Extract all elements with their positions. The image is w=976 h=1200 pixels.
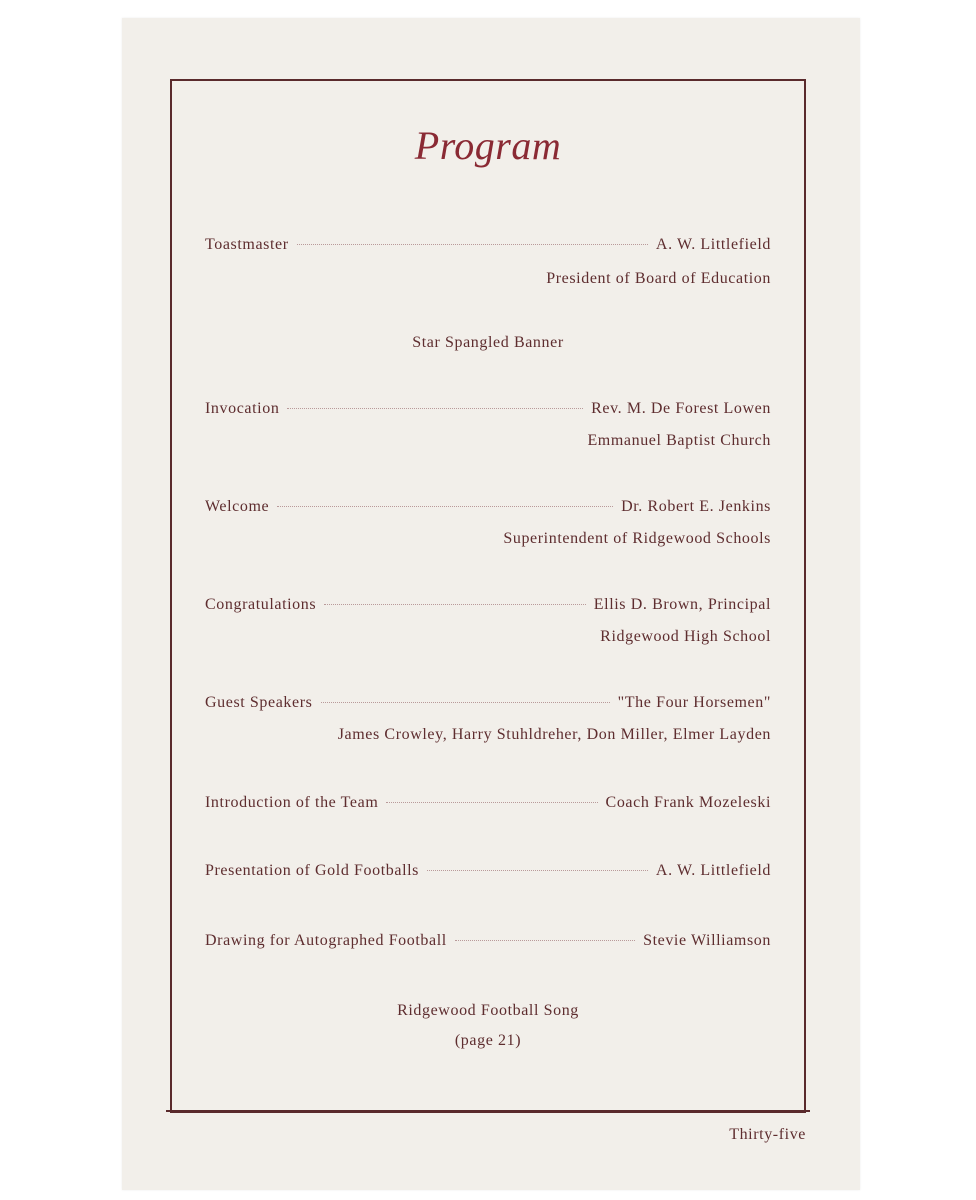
dot-leader [455, 940, 635, 941]
dot-leader [324, 604, 586, 605]
item-value: A. W. Littlefield [655, 862, 771, 879]
item-subtitle: President of Board of Education [546, 270, 771, 287]
item-label: Invocation [205, 400, 280, 417]
item-subtitle: Emmanuel Baptist Church [587, 432, 771, 449]
item-subtitle: Ridgewood High School [600, 628, 771, 645]
footer-rule [166, 1110, 810, 1112]
item-label: Introduction of the Team [205, 794, 379, 811]
item-value: Ellis D. Brown, Principal [593, 596, 771, 613]
item-label: Presentation of Gold Footballs [205, 862, 419, 879]
program-item-congratulations [205, 596, 771, 614]
program-item-guest-speakers [205, 694, 771, 712]
item-value: Rev. M. De Forest Lowen [591, 400, 771, 417]
program-item-introduction [205, 794, 771, 812]
item-label: Welcome [205, 498, 270, 515]
program-item-welcome [205, 498, 771, 516]
anthem: Star Spangled Banner [412, 334, 564, 351]
dot-leader [277, 506, 613, 507]
program-item-toastmaster [205, 236, 771, 254]
item-value: "The Four Horsemen" [617, 694, 771, 711]
item-label: Guest Speakers [205, 694, 313, 711]
item-value: A. W. Littlefield [655, 236, 771, 253]
page-reference: (page 21) [454, 1032, 522, 1049]
item-value: Coach Frank Mozeleski [605, 794, 771, 811]
page-number: Thirty-five [729, 1126, 806, 1143]
page-title: Program [414, 123, 562, 168]
item-label: Toastmaster [205, 236, 289, 253]
dot-leader [321, 702, 610, 703]
item-subtitle: James Crowley, Harry Stuhldreher, Don Miller, Elmer Layden [337, 726, 771, 743]
dot-leader [427, 870, 648, 871]
item-label: Drawing for Autographed Football [205, 932, 447, 949]
dot-leader [287, 408, 583, 409]
program-item-presentation [205, 862, 771, 880]
item-subtitle: Superintendent of Ridgewood Schools [503, 530, 771, 547]
item-value: Stevie Williamson [643, 932, 771, 949]
dot-leader [297, 244, 648, 245]
program-item-invocation [205, 400, 771, 418]
dot-leader [386, 802, 597, 803]
item-value: Dr. Robert E. Jenkins [621, 498, 771, 515]
closing-song: Ridgewood Football Song [397, 1002, 579, 1019]
item-label: Congratulations [205, 596, 317, 613]
program-item-drawing [205, 932, 771, 950]
